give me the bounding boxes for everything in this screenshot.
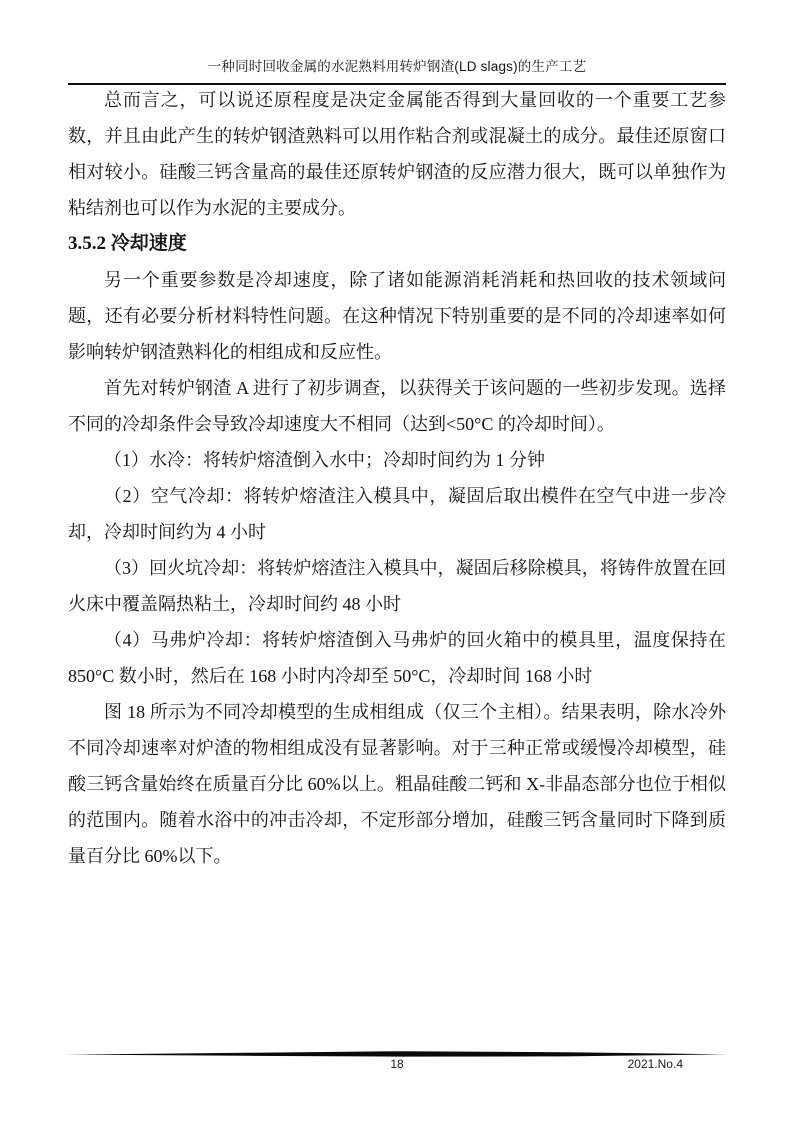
cooling-method-item: （3）回火坑冷却：将转炉熔渣注入模具中，凝固后移除模具，将铸件放置在回火床中覆盖隔热粘土，冷却时间约 48 小时	[68, 558, 726, 614]
footer	[68, 1056, 726, 1074]
section-paragraph: 另一个重要参数是冷却速度，除了诸如能源消耗消耗和热回收的技术领域问题，还有必要分析材料特性问题。在这种情况下特别重要的是不同的冷却速率如何影响转炉钢渣熟料化的相组成和反应性。	[68, 270, 726, 362]
document-body	[68, 82, 726, 874]
running-header-title: 一种同时回收金属的水泥熟料用转炉钢渣(LD slags)的生产工艺	[207, 59, 587, 74]
intro-paragraph: 总而言之，可以说还原程度是决定金属能否得到大量回收的一个重要工艺参数，并且由此产生的转炉钢渣熟料可以用作粘合剂或混凝土的成分。最佳还原窗口相对较小。硅酸三钙含量高的最佳还原转炉钢渣的反应潜力很大，既可以单独作为粘结剂也可以作为水泥的主要成分。	[68, 90, 726, 218]
issue-number: 2021.No.4	[627, 1057, 683, 1071]
cooling-method-item: （1）水冷：将转炉熔渣倒入水中；冷却时间约为 1 分钟	[104, 450, 545, 470]
section-paragraph: 首先对转炉钢渣 A 进行了初步调查，以获得关于该问题的一些初步发现。选择不同的冷却条件会导致冷却速度大不相同（达到<50°C 的冷却时间）。	[68, 378, 726, 434]
cooling-method-item: （4）马弗炉冷却：将转炉熔渣倒入马弗炉的回火箱中的模具里，温度保持在850°C 数小时，然后在 168 小时内冷却至 50°C，冷却时间 168 小时	[68, 630, 726, 686]
section-heading: 3.5.2 冷却速度	[68, 233, 187, 254]
cooling-method-item: （2）空气冷却：将转炉熔渣注入模具中，凝固后取出模件在空气中进一步冷却，冷却时间约为 4 小时	[68, 486, 726, 542]
results-paragraph: 图 18 所示为不同冷却模型的生成相组成（仅三个主相）。结果表明，除水冷外不同冷却速率对炉渣的物相组成没有显著影响。对于三种正常或缓慢冷却模型，硅酸三钙含量始终在质量百分比 60%以上。粗晶硅酸二钙和 X-非晶态部分也位于相似的范围内。随着水浴中的冲击冷却，不定形部分增加，硅酸三钙含量同时下降到质量百分比 60%以下。	[68, 702, 726, 866]
page-number: 18	[390, 1057, 404, 1071]
